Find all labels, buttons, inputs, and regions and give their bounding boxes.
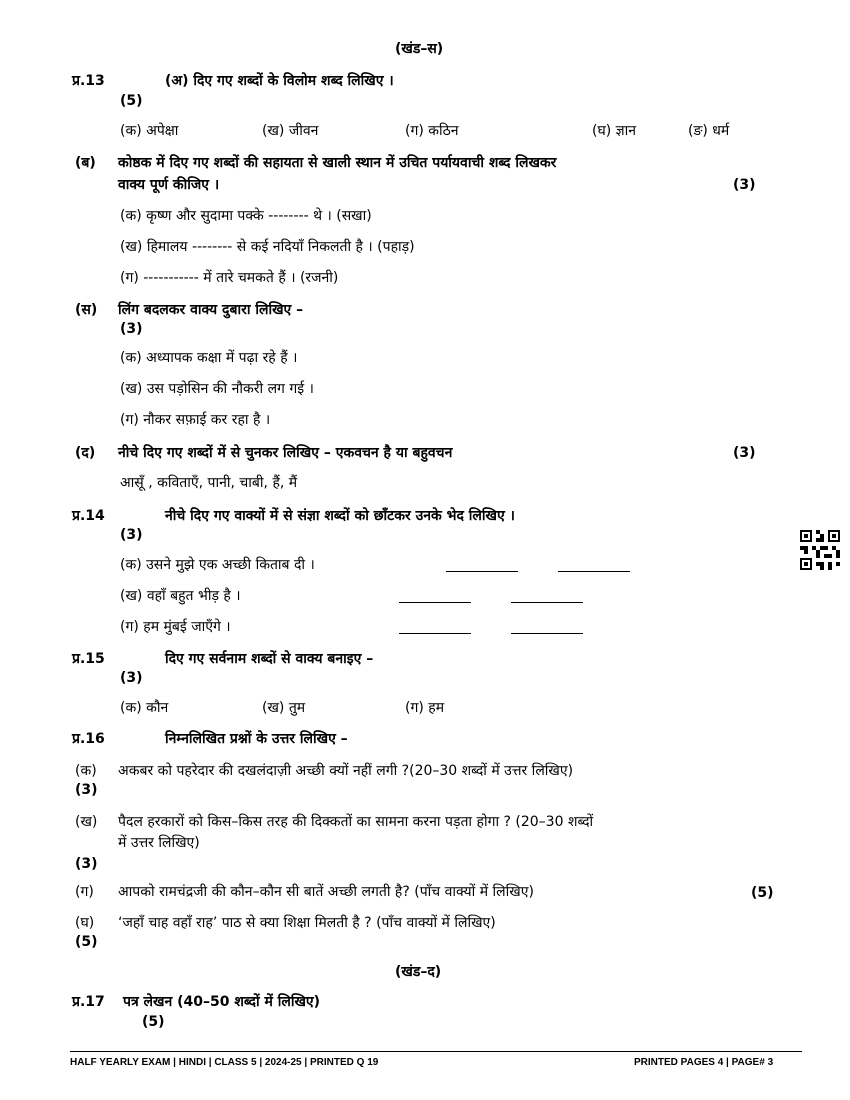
- subquestion-label: (स): [75, 302, 98, 318]
- marks: (5): [142, 1014, 165, 1030]
- footer-left: HALF YEARLY EXAM | HINDI | CLASS 5 | 2024-25 | PRINTED Q 19: [70, 1057, 379, 1068]
- question-title: नीचे दिए गए वाक्यों में से संज्ञा शब्दों को छाँटकर उनके भेद लिखिए ।: [165, 508, 515, 524]
- marks: (3): [733, 445, 756, 461]
- word-list: आसूँ , कविताएँ, पानी, चाबी, हैं, मैं: [120, 475, 298, 491]
- answer-blank: [558, 571, 630, 572]
- subquestion-title-cont: वाक्य पूर्ण कीजिए ।: [118, 177, 220, 193]
- footer-rule: [70, 1051, 802, 1052]
- question-number: प्र.16: [72, 731, 105, 747]
- marks: (3): [733, 177, 756, 193]
- list-item: (ख) वहाँ बहुत भीड़ है ।: [120, 588, 241, 604]
- subquestion-title: कोष्ठक में दिए गए शब्दों की सहायता से खाली स्थान में उचित पर्यायवाची शब्द लिखकर: [118, 155, 557, 171]
- subquestion-title: नीचे दिए गए शब्दों में से चुनकर लिखिए – एकवचन है या बहुवचन: [118, 445, 453, 461]
- subquestion-text-cont: में उत्तर लिखिए): [118, 835, 200, 851]
- answer-blank: [446, 571, 518, 572]
- list-item: (क) कृष्ण और सुदामा पक्के -------- थे । (सखा): [120, 208, 372, 224]
- subquestion-text: आपको रामचंद्रजी की कौन–कौन सी बातें अच्छी लगती है? (पाँच वाक्यों में लिखिए): [118, 884, 534, 900]
- question-number: प्र.17: [72, 994, 105, 1010]
- footer-right: PRINTED PAGES 4 | PAGE# 3: [634, 1057, 774, 1068]
- marks: (5): [75, 934, 98, 950]
- marks: (3): [120, 670, 143, 686]
- list-item: (क) अपेक्षा: [120, 123, 179, 139]
- list-item: (ख) उस पड़ोसिन की नौकरी लग गई ।: [120, 381, 314, 397]
- question-title: दिए गए सर्वनाम शब्दों से वाक्य बनाइए –: [165, 651, 374, 667]
- list-item: (ख) जीवन: [262, 123, 319, 139]
- answer-blank: [511, 633, 583, 634]
- subquestion-text: ‘जहाँ चाह वहाँ राह’ पाठ से क्या शिक्षा मिलती है ? (पाँच वाक्यों में लिखिए): [118, 915, 496, 931]
- answer-blank: [399, 633, 471, 634]
- subquestion-text: पैदल हरकारों को किस–किस तरह की दिक्कतों का सामना करना पड़ता होगा ? (20–30 शब्दों: [118, 814, 594, 830]
- marks: (3): [120, 321, 143, 337]
- marks: (5): [751, 885, 774, 901]
- section-heading: (खंड–स): [395, 41, 444, 57]
- list-item: (ग) हम: [405, 700, 445, 716]
- list-item: (क) अध्यापक कक्षा में पढ़ा रहे हैं ।: [120, 350, 298, 366]
- question-title: पत्र लेखन (40–50 शब्दों में लिखिए): [123, 994, 321, 1010]
- marks: (3): [75, 856, 98, 872]
- question-number: प्र.14: [72, 508, 105, 524]
- question-title: निम्नलिखित प्रश्नों के उत्तर लिखिए –: [165, 731, 348, 747]
- subquestion-label: (ग): [75, 884, 94, 900]
- question-title: (अ) दिए गए शब्दों के विलोम शब्द लिखिए ।: [165, 73, 394, 89]
- list-item: (घ) ज्ञान: [592, 123, 637, 139]
- subquestion-label: (घ): [75, 915, 95, 931]
- subquestion-label: (द): [75, 445, 96, 461]
- subquestion-label: (ब): [75, 155, 96, 171]
- list-item: (ङ) धर्म: [688, 123, 730, 139]
- subquestion-title: लिंग बदलकर वाक्य दुबारा लिखिए –: [118, 302, 304, 318]
- list-item: (ग) कठिन: [405, 123, 459, 139]
- qr-code-icon: [800, 530, 840, 570]
- question-number: प्र.13: [72, 73, 105, 89]
- list-item: (क) कौन: [120, 700, 169, 716]
- section-heading: (खंड–द): [395, 964, 442, 980]
- marks: (3): [120, 527, 143, 543]
- list-item: (ग) हम मुंबई जाएँगे ।: [120, 619, 231, 635]
- list-item: (क) उसने मुझे एक अच्छी किताब दी ।: [120, 557, 315, 573]
- subquestion-label: (क): [75, 763, 97, 779]
- list-item: (ग) नौकर सफ़ाई कर रहा है ।: [120, 412, 271, 428]
- marks: (5): [120, 93, 143, 109]
- question-number: प्र.15: [72, 651, 105, 667]
- answer-blank: [511, 602, 583, 603]
- subquestion-text: अकबर को पहरेदार की दखलंदाज़ी अच्छी क्यों नहीं लगी ?(20–30 शब्दों में उत्तर लिखिए): [118, 763, 574, 779]
- list-item: (ख) हिमालय -------- से कई नदियाँ निकलती है । (पहाड़): [120, 239, 415, 255]
- subquestion-label: (ख): [75, 814, 98, 830]
- list-item: (ग) ----------- में तारे चमकते हैं । (रजनी): [120, 270, 339, 286]
- list-item: (ख) तुम: [262, 700, 306, 716]
- marks: (3): [75, 782, 98, 798]
- answer-blank: [399, 602, 471, 603]
